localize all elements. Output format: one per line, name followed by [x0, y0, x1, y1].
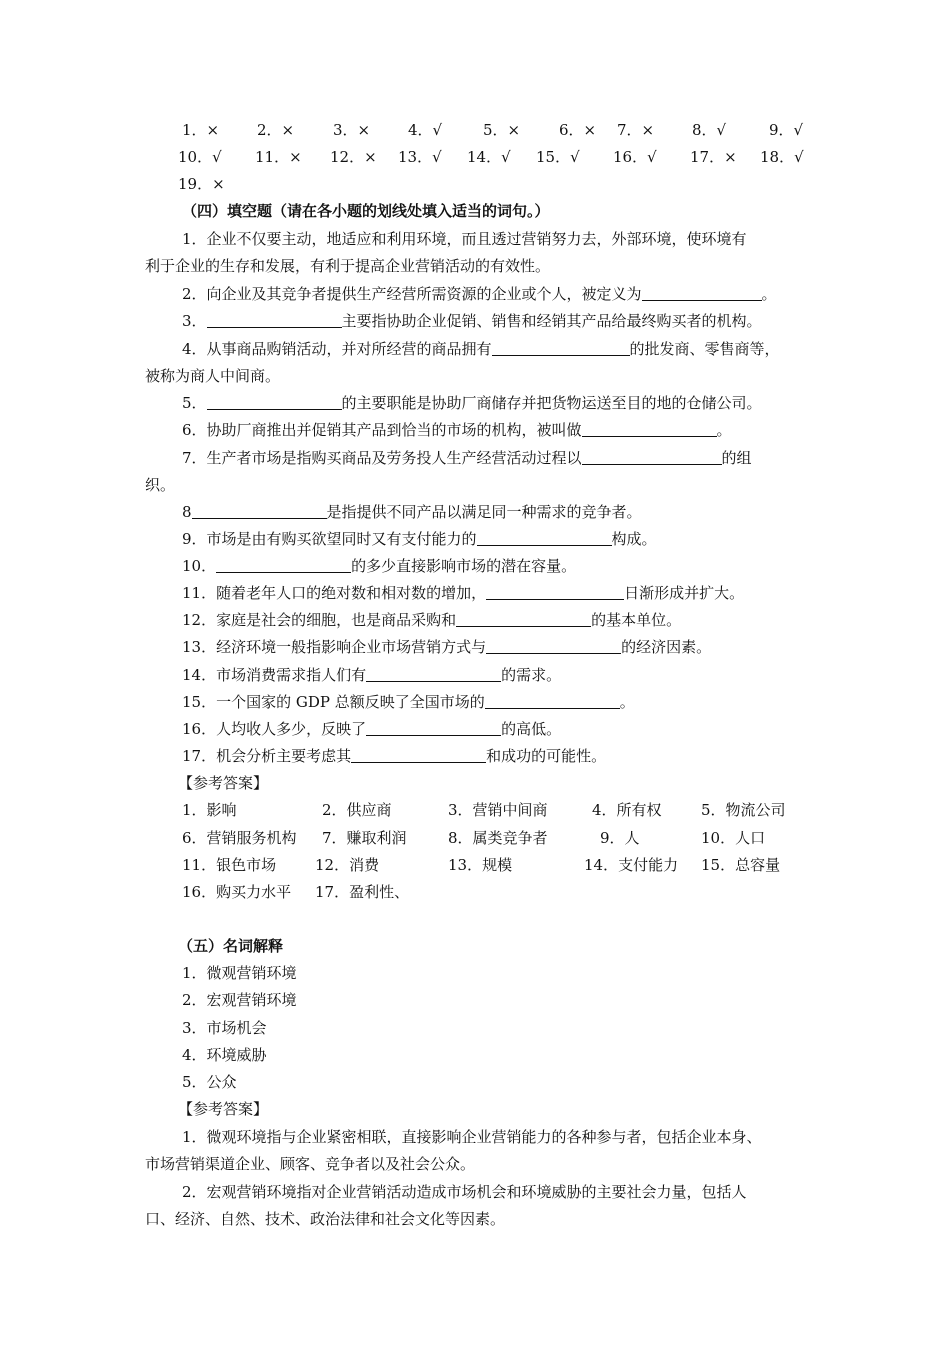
- judge-answer: 17．×: [690, 148, 737, 166]
- question-text: 9．市场是由有购买欲望同时又有支付能力的: [182, 530, 477, 548]
- answer-blank: [582, 419, 717, 437]
- answer-blank: [351, 745, 486, 763]
- answer-blank: [642, 283, 762, 301]
- question-text: 的主要职能是协助厂商储存并把货物运送至目的地的仓储公司。: [341, 394, 762, 412]
- answer-blank: [492, 338, 630, 356]
- question-2: [182, 281, 815, 308]
- fill-answer: 8．属类竞争者: [448, 829, 548, 847]
- question-text: 构成。: [611, 530, 657, 548]
- judge-answer: 5．×: [483, 121, 521, 139]
- question-11: [182, 580, 815, 607]
- fill-answer: 1．影响: [182, 801, 237, 819]
- question-text: 的批发商、零售商等，: [629, 340, 780, 358]
- fill-answers-row-1: [182, 797, 815, 824]
- judge-answer: 1．×: [182, 121, 220, 139]
- question-text: 7．生产者市场是指购买商品及劳务投人生产经营活动过程以: [182, 449, 582, 467]
- judge-answer: 6．×: [559, 121, 597, 139]
- question-text: 是指提供不同产品以满足同一种需求的竞争者。: [326, 503, 642, 521]
- question-text: 的经济因素。: [621, 638, 712, 656]
- answer-blank: [216, 555, 351, 573]
- term-item: 2．宏观营销环境: [182, 991, 297, 1009]
- fill-answer: 7．赚取利润: [322, 829, 407, 847]
- term-item: 1．微观营销环境: [182, 964, 297, 982]
- fill-answers-row-3: [182, 852, 815, 879]
- fill-answer: 12．消费: [315, 856, 380, 874]
- question-text: 的多少直接影响市场的潜在容量。: [351, 557, 577, 575]
- question-text: 的高低。: [501, 720, 562, 738]
- question-1-line-2: 利于企业的生存和发展，有利于提高企业营销活动的有效性。: [145, 257, 551, 275]
- question-4-line-2: 被称为商人中间商。: [145, 367, 281, 385]
- judge-answer: 10．√: [178, 148, 222, 166]
- question-text: 3．: [182, 312, 207, 330]
- definition-2-line-2: 口、经济、自然、技术、政治法律和社会文化等因素。: [145, 1210, 506, 1228]
- definition-2-line-1: 2．宏观营销环境指对企业营销活动造成市场机会和环境威胁的主要社会力量，包括人: [182, 1183, 747, 1201]
- question-7: [182, 445, 815, 472]
- question-14: [182, 662, 815, 689]
- question-text: 日渐形成并扩大。: [624, 584, 745, 602]
- judge-answers-row-2: [178, 144, 815, 171]
- definition-1-line-2: 市场营销渠道企业、顾客、竞争者以及社会公众。: [145, 1155, 476, 1173]
- question-text: 11．随着老年人口的绝对数和相对数的增加，: [182, 584, 487, 602]
- question-text: 8: [182, 503, 192, 521]
- judge-answer: 12．×: [330, 148, 377, 166]
- question-6: [182, 417, 815, 444]
- question-5: [182, 390, 815, 417]
- fill-answer: 2．供应商: [322, 801, 392, 819]
- answer-blank: [486, 636, 621, 654]
- question-text: 10．: [182, 557, 217, 575]
- fill-answer: 15．总容量: [701, 856, 781, 874]
- question-text: 6．协助厂商推出并促销其产品到恰当的市场的机构，被叫做: [182, 421, 582, 439]
- question-text: 的基本单位。: [591, 611, 682, 629]
- fill-answer: 14．支付能力: [584, 856, 679, 874]
- question-text: 。: [619, 693, 635, 711]
- fill-answer: 5．物流公司: [701, 801, 786, 819]
- section-4-heading: （四）填空题（请在各小题的划线处填入适当的词句。）: [182, 202, 550, 220]
- question-text: 14．市场消费需求指人们有: [182, 666, 367, 684]
- question-7-line-2: 织。: [145, 476, 176, 494]
- reference-answer-label: 【参考答案】: [178, 774, 269, 792]
- fill-answer: 17．盈利性、: [315, 883, 410, 901]
- judge-answers-row-1: [182, 117, 815, 144]
- judge-answer: 4．√: [408, 121, 443, 139]
- fill-answers-row-2: [182, 825, 815, 852]
- judge-answer: 16．√: [613, 148, 657, 166]
- question-10: [182, 553, 815, 580]
- question-15: [182, 689, 815, 716]
- section-5-heading: （五）名词解释: [178, 937, 284, 955]
- fill-answers-row-4: [182, 879, 815, 906]
- fill-answer: 11．银色市场: [182, 856, 277, 874]
- judge-answer: 11．×: [255, 148, 302, 166]
- answer-blank: [192, 501, 327, 519]
- question-text: 和成功的可能性。: [486, 747, 607, 765]
- question-text: 2．向企业及其竞争者提供生产经营所需资源的企业或个人，被定义为: [182, 285, 642, 303]
- judge-answer: 7．×: [617, 121, 655, 139]
- fill-answer: 9．人: [600, 829, 640, 847]
- answer-blank: [207, 310, 342, 328]
- answer-blank: [485, 691, 620, 709]
- answer-blank: [456, 609, 591, 627]
- term-item: 4．环境威胁: [182, 1046, 267, 1064]
- question-12: [182, 607, 815, 634]
- question-text: 15．一个国家的 GDP 总额反映了全国市场的: [182, 693, 485, 711]
- answer-blank: [582, 447, 722, 465]
- judge-answer: 13．√: [398, 148, 442, 166]
- fill-answer: 10．人口: [701, 829, 766, 847]
- term-item: 5．公众: [182, 1073, 237, 1091]
- question-text: 的需求。: [501, 666, 562, 684]
- fill-answer: 16．购买力水平: [182, 883, 292, 901]
- fill-answer: 6．营销服务机构: [182, 829, 297, 847]
- judge-answers-row-3: [178, 171, 815, 198]
- fill-answer: 4．所有权: [592, 801, 662, 819]
- question-text: 12．家庭是社会的细胞，也是商品采购和: [182, 611, 457, 629]
- question-9: [182, 526, 815, 553]
- term-item: 3．市场机会: [182, 1019, 267, 1037]
- question-text: 4．从事商品购销活动，并对所经营的商品拥有: [182, 340, 492, 358]
- question-1-line-1: 1．企业不仅要主动，地适应和利用环境，而且透过营销努力去，外部环境，使环境有: [182, 230, 747, 248]
- judge-answer: 9．√: [769, 121, 804, 139]
- judge-answer: 2．×: [257, 121, 295, 139]
- judge-answer: 15．√: [536, 148, 580, 166]
- question-text: 的组: [721, 449, 752, 467]
- fill-answer: 3．营销中间商: [448, 801, 548, 819]
- question-17: [182, 743, 815, 770]
- question-3: [182, 308, 815, 335]
- question-4: [182, 336, 815, 363]
- question-text: 。: [761, 285, 777, 303]
- question-8: [182, 499, 815, 526]
- question-text: 17．机会分析主要考虑其: [182, 747, 352, 765]
- answer-blank: [486, 582, 624, 600]
- question-text: 13．经济环境一般指影响企业市场营销方式与: [182, 638, 487, 656]
- answer-blank: [366, 664, 501, 682]
- question-text: 16．人均收人多少，反映了: [182, 720, 367, 738]
- definition-1-line-1: 1．微观环境指与企业紧密相联，直接影响企业营销能力的各种参与者，包括企业本身、: [182, 1128, 762, 1146]
- question-text: 。: [716, 421, 732, 439]
- judge-answer: 14．√: [467, 148, 511, 166]
- judge-answer: 18．√: [760, 148, 804, 166]
- fill-answer: 13．规模: [448, 856, 513, 874]
- answer-blank: [207, 392, 342, 410]
- reference-answer-label: 【参考答案】: [178, 1100, 269, 1118]
- answer-blank: [366, 718, 501, 736]
- judge-answer: 8．√: [692, 121, 727, 139]
- question-16: [182, 716, 815, 743]
- question-text: 5．: [182, 394, 207, 412]
- answer-blank: [477, 528, 612, 546]
- judge-answer: 3．×: [333, 121, 371, 139]
- question-text: 主要指协助企业促销、销售和经销其产品给最终购买者的机构。: [341, 312, 762, 330]
- question-13: [182, 634, 815, 661]
- judge-answer: 19．×: [178, 175, 225, 193]
